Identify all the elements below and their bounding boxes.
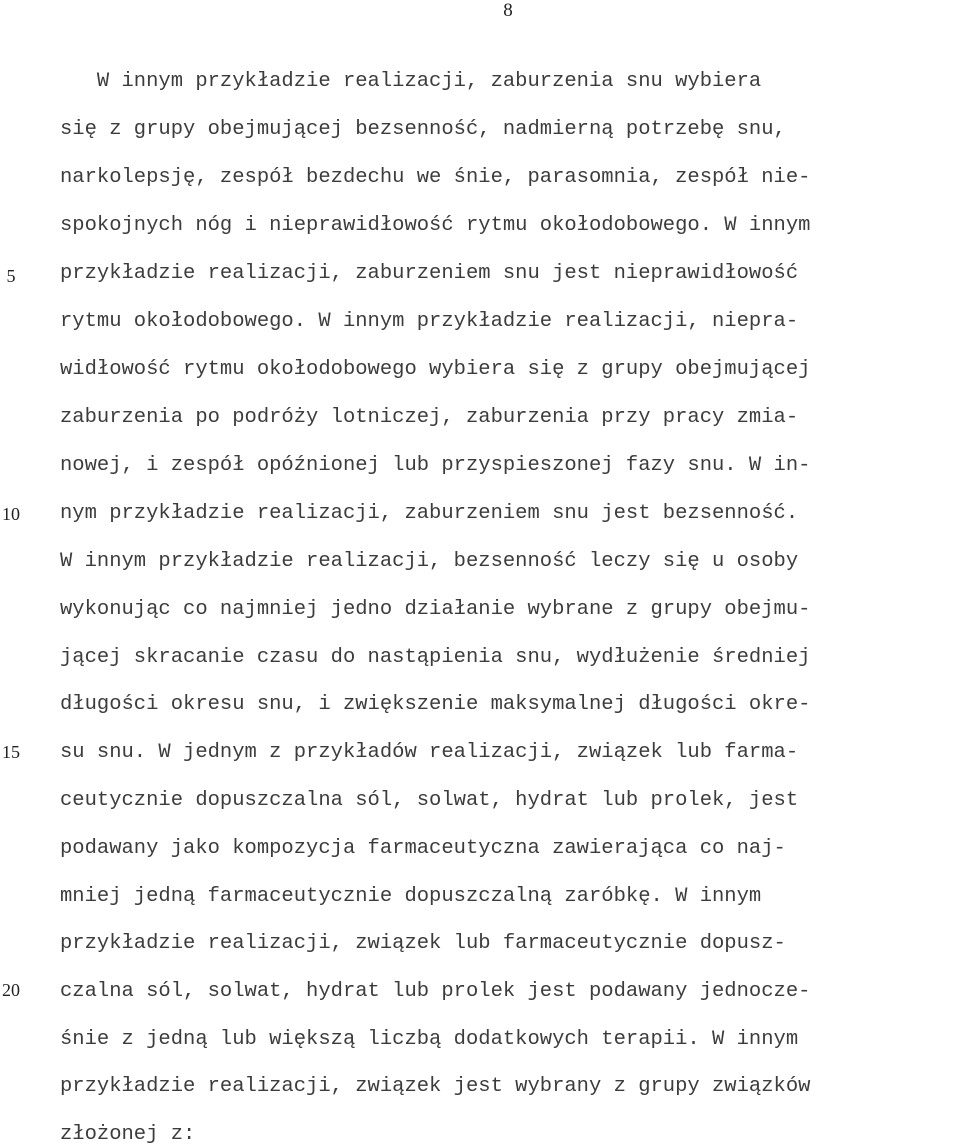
body-text-line: przykładzie realizacji, związek lub farmaceutycznie dopusz- [60, 932, 786, 955]
body-text-line: narkolepsję, zespół bezdechu we śnie, parasomnia, zespół nie- [60, 166, 811, 189]
body-text-line: W innym przykładzie realizacji, bezsenność leczy się u osoby [60, 550, 799, 573]
body-text-line: się z grupy obejmującej bezsenność, nadmierną potrzebę snu, [60, 118, 786, 141]
body-text-line: złożonej z: [60, 1123, 196, 1146]
body-text-line: W innym przykładzie realizacji, zaburzenia snu wybiera [60, 70, 762, 93]
body-text-line: widłowość rytmu okołodobowego wybiera się z grupy obejmującej [60, 358, 811, 381]
line-number: 15 [2, 742, 20, 762]
line-number: 5 [6, 266, 16, 286]
body-text-line: przykładzie realizacji, zaburzeniem snu jest nieprawidłowość [60, 262, 799, 285]
body-text-line: śnie z jedną lub większą liczbą dodatkowych terapii. W innym [60, 1028, 799, 1051]
body-text-line: zaburzenia po podróży lotniczej, zaburzenia przy pracy zmia- [60, 406, 799, 429]
body-text-line: mniej jedną farmaceutycznie dopuszczalną zaróbkę. W innym [60, 885, 762, 908]
line-number: 20 [2, 980, 20, 1000]
body-text-line: podawany jako kompozycja farmaceutyczna zawierająca co naj- [60, 837, 786, 860]
body-text-line: wykonując co najmniej jedno działanie wybrane z grupy obejmu- [60, 598, 811, 621]
body-text-line: czalna sól, solwat, hydrat lub prolek jest podawany jednocze- [60, 980, 811, 1003]
body-text-line: jącej skracanie czasu do nastąpienia snu, wydłużenie średniej [60, 646, 811, 669]
body-text-line: przykładzie realizacji, związek jest wybrany z grupy związków [60, 1075, 811, 1098]
page-number: 8 [503, 0, 513, 21]
body-text-line: ceutycznie dopuszczalna sól, solwat, hydrat lub prolek, jest [60, 789, 799, 812]
body-text-line: nowej, i zespół opóźnionej lub przyspieszonej fazy snu. W in- [60, 454, 811, 477]
line-number: 10 [2, 504, 20, 524]
body-text-line: su snu. W jednym z przykładów realizacji, związek lub farma- [60, 741, 799, 764]
body-text-line: długości okresu snu, i zwiększenie maksymalnej długości okre- [60, 693, 811, 716]
body-text-line: nym przykładzie realizacji, zaburzeniem snu jest bezsenność. [60, 502, 799, 525]
body-text-line: spokojnych nóg i nieprawidłowość rytmu okołodobowego. W innym [60, 214, 811, 237]
body-text-line: rytmu okołodobowego. W innym przykładzie realizacji, niepra- [60, 310, 799, 333]
